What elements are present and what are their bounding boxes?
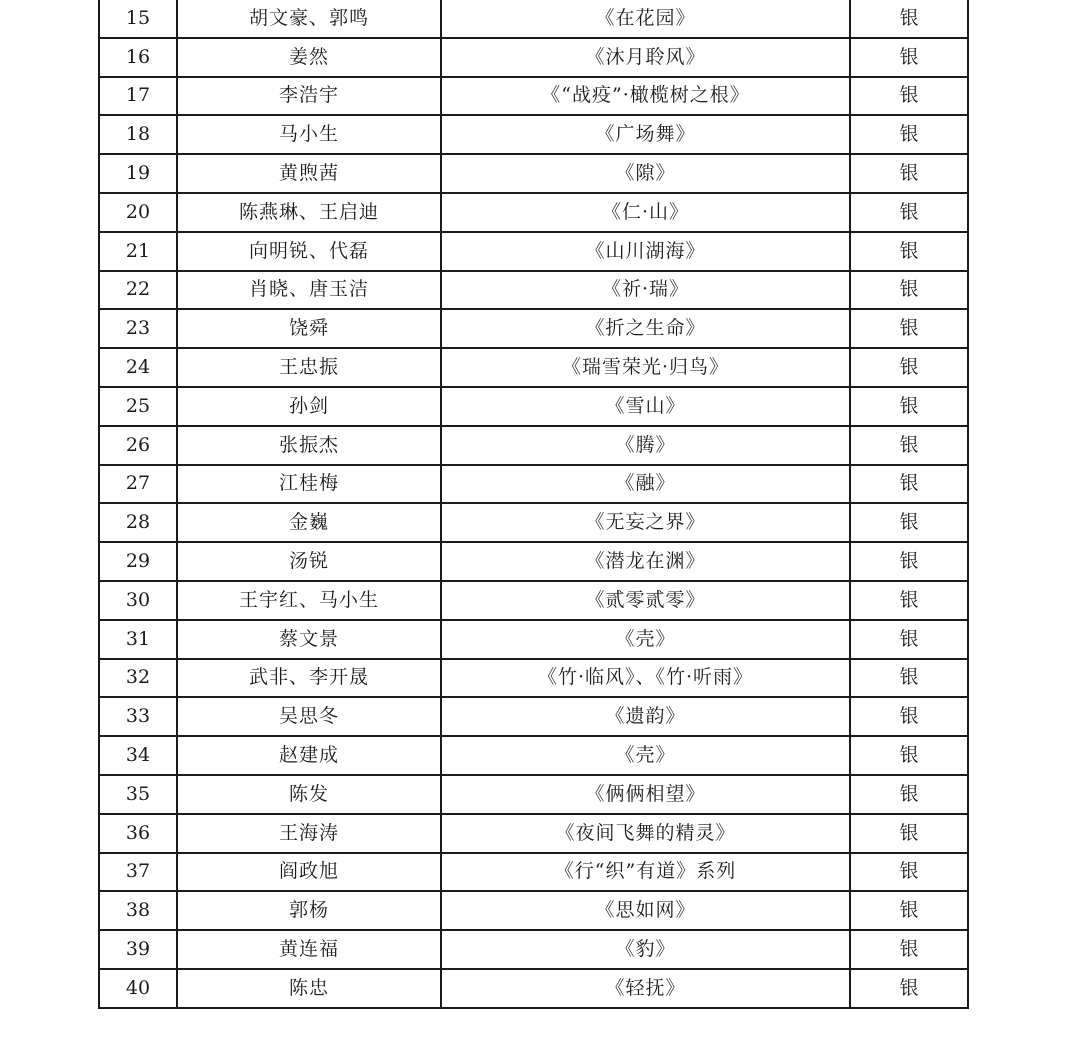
award-level: 银 xyxy=(850,814,968,853)
work-title: 《竹·临风》、《竹·听雨》 xyxy=(441,659,850,698)
work-title: 《折之生命》 xyxy=(441,309,850,348)
table-row xyxy=(99,387,968,426)
work-title: 《隙》 xyxy=(441,154,850,193)
table-row xyxy=(99,969,968,1008)
row-number: 32 xyxy=(99,659,177,698)
award-level: 银 xyxy=(850,271,968,310)
table-row xyxy=(99,891,968,930)
table-row xyxy=(99,309,968,348)
work-title: 《潜龙在渊》 xyxy=(441,542,850,581)
award-level: 银 xyxy=(850,697,968,736)
work-title: 《山川湖海》 xyxy=(441,232,850,271)
author-names: 陈发 xyxy=(177,775,441,814)
row-number: 18 xyxy=(99,115,177,154)
row-number: 31 xyxy=(99,620,177,659)
award-level: 银 xyxy=(850,581,968,620)
table-row xyxy=(99,736,968,775)
author-names: 金巍 xyxy=(177,503,441,542)
table-row xyxy=(99,77,968,116)
author-names: 郭杨 xyxy=(177,891,441,930)
work-title: 《沐月聆风》 xyxy=(441,38,850,77)
work-title: 《贰零贰零》 xyxy=(441,581,850,620)
award-level: 银 xyxy=(850,77,968,116)
row-number: 20 xyxy=(99,193,177,232)
row-number: 25 xyxy=(99,387,177,426)
work-title: 《夜间飞舞的精灵》 xyxy=(441,814,850,853)
row-number: 29 xyxy=(99,542,177,581)
table-row xyxy=(99,503,968,542)
work-title: 《“战疫”·橄榄树之根》 xyxy=(441,77,850,116)
award-table xyxy=(98,0,969,1009)
author-names: 肖晓、唐玉洁 xyxy=(177,271,441,310)
author-names: 阎政旭 xyxy=(177,853,441,892)
author-names: 武非、李开晟 xyxy=(177,659,441,698)
author-names: 张振杰 xyxy=(177,426,441,465)
author-names: 汤锐 xyxy=(177,542,441,581)
award-level: 银 xyxy=(850,659,968,698)
award-level: 银 xyxy=(850,348,968,387)
author-names: 马小生 xyxy=(177,115,441,154)
table-row xyxy=(99,659,968,698)
work-title: 《腾》 xyxy=(441,426,850,465)
author-names: 陈燕琳、王启迪 xyxy=(177,193,441,232)
table-row xyxy=(99,697,968,736)
award-level: 银 xyxy=(850,736,968,775)
row-number: 37 xyxy=(99,853,177,892)
row-number: 16 xyxy=(99,38,177,77)
row-number: 38 xyxy=(99,891,177,930)
row-number: 35 xyxy=(99,775,177,814)
row-number: 24 xyxy=(99,348,177,387)
author-names: 孙剑 xyxy=(177,387,441,426)
work-title: 《雪山》 xyxy=(441,387,850,426)
row-number: 40 xyxy=(99,969,177,1008)
table-row xyxy=(99,232,968,271)
table-row xyxy=(99,542,968,581)
table-row xyxy=(99,38,968,77)
table-row xyxy=(99,620,968,659)
row-number: 28 xyxy=(99,503,177,542)
award-level: 银 xyxy=(850,426,968,465)
row-number: 19 xyxy=(99,154,177,193)
award-level: 银 xyxy=(850,309,968,348)
author-names: 吴思冬 xyxy=(177,697,441,736)
author-names: 饶舜 xyxy=(177,309,441,348)
award-level: 银 xyxy=(850,232,968,271)
table-row xyxy=(99,465,968,504)
work-title: 《轻抚》 xyxy=(441,969,850,1008)
author-names: 赵建成 xyxy=(177,736,441,775)
work-title: 《思如网》 xyxy=(441,891,850,930)
author-names: 李浩宇 xyxy=(177,77,441,116)
row-number: 23 xyxy=(99,309,177,348)
award-level: 银 xyxy=(850,930,968,969)
row-number: 30 xyxy=(99,581,177,620)
award-level: 银 xyxy=(850,0,968,38)
table-row xyxy=(99,426,968,465)
award-table-body xyxy=(99,0,968,1008)
award-level: 银 xyxy=(850,620,968,659)
work-title: 《在花园》 xyxy=(441,0,850,38)
table-row xyxy=(99,348,968,387)
work-title: 《壳》 xyxy=(441,620,850,659)
row-number: 15 xyxy=(99,0,177,38)
table-row xyxy=(99,154,968,193)
award-level: 银 xyxy=(850,969,968,1008)
author-names: 王海涛 xyxy=(177,814,441,853)
row-number: 39 xyxy=(99,930,177,969)
author-names: 黄煦茜 xyxy=(177,154,441,193)
table-row xyxy=(99,193,968,232)
row-number: 27 xyxy=(99,465,177,504)
work-title: 《壳》 xyxy=(441,736,850,775)
author-names: 陈忠 xyxy=(177,969,441,1008)
work-title: 《融》 xyxy=(441,465,850,504)
work-title: 《广场舞》 xyxy=(441,115,850,154)
table-row xyxy=(99,581,968,620)
row-number: 34 xyxy=(99,736,177,775)
award-level: 银 xyxy=(850,503,968,542)
work-title: 《豹》 xyxy=(441,930,850,969)
award-level: 银 xyxy=(850,115,968,154)
table-row xyxy=(99,775,968,814)
award-level: 银 xyxy=(850,853,968,892)
work-title: 《俩俩相望》 xyxy=(441,775,850,814)
work-title: 《仁·山》 xyxy=(441,193,850,232)
row-number: 36 xyxy=(99,814,177,853)
work-title: 《无妄之界》 xyxy=(441,503,850,542)
row-number: 22 xyxy=(99,271,177,310)
table-row xyxy=(99,930,968,969)
author-names: 向明锐、代磊 xyxy=(177,232,441,271)
author-names: 江桂梅 xyxy=(177,465,441,504)
author-names: 胡文豪、郭鸣 xyxy=(177,0,441,38)
work-title: 《行“织”有道》系列 xyxy=(441,853,850,892)
award-level: 银 xyxy=(850,891,968,930)
row-number: 26 xyxy=(99,426,177,465)
table-row xyxy=(99,0,968,38)
award-level: 银 xyxy=(850,387,968,426)
table-row xyxy=(99,853,968,892)
award-level: 银 xyxy=(850,193,968,232)
award-level: 银 xyxy=(850,154,968,193)
work-title: 《瑞雪荣光·归鸟》 xyxy=(441,348,850,387)
table-row xyxy=(99,115,968,154)
author-names: 黄连福 xyxy=(177,930,441,969)
award-level: 银 xyxy=(850,465,968,504)
author-names: 蔡文景 xyxy=(177,620,441,659)
author-names: 王宇红、马小生 xyxy=(177,581,441,620)
award-level: 银 xyxy=(850,775,968,814)
table-row xyxy=(99,814,968,853)
row-number: 17 xyxy=(99,77,177,116)
award-level: 银 xyxy=(850,38,968,77)
row-number: 33 xyxy=(99,697,177,736)
award-level: 银 xyxy=(850,542,968,581)
work-title: 《遗韵》 xyxy=(441,697,850,736)
author-names: 王忠振 xyxy=(177,348,441,387)
table-row xyxy=(99,271,968,310)
row-number: 21 xyxy=(99,232,177,271)
author-names: 姜然 xyxy=(177,38,441,77)
work-title: 《祈·瑞》 xyxy=(441,271,850,310)
